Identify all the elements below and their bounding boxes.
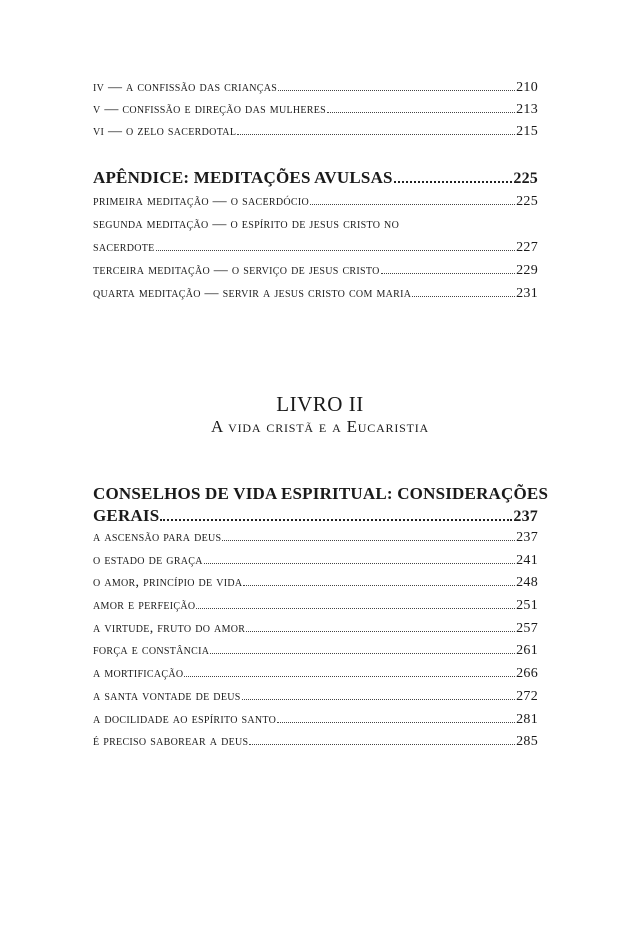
toc-entry-page: 248 [516,575,538,591]
toc-entry-page: 281 [516,711,538,727]
dot-leader [204,562,515,564]
toc-entry-page: 215 [516,124,538,139]
section-heading-page: 225 [513,170,538,187]
section-heading-title: APÊNDICE: MEDITAÇÕES AVULSAS [93,168,393,187]
toc-entry-title: segunda meditação — o espírito de jesus cristo no [93,217,400,232]
toc-entry-title: vi — o zelo sacerdotal [93,124,237,139]
toc-entry-page: 272 [516,688,538,704]
book-title: LIVRO II [276,392,364,416]
toc-entry[interactable] [93,689,538,712]
appendix-heading[interactable] [93,168,538,194]
toc-entry-page: 241 [516,552,538,568]
toc-entry[interactable] [93,621,538,644]
toc-entry[interactable] [93,194,538,217]
section-heading-page: 237 [513,508,538,525]
dot-leader [184,675,515,677]
toc-entry-title: quarta meditação — servir a jesus cristo com maria [93,286,412,301]
toc-entry-page: 266 [516,666,538,682]
toc-entry[interactable] [93,734,538,757]
dot-leader [222,539,515,541]
dot-leader [246,630,515,632]
toc-entry-title: a virtude, fruto do amor [93,620,246,636]
toc-entry[interactable] [93,553,538,576]
toc-section-counsels [93,484,549,757]
toc-entry[interactable] [93,124,538,146]
toc-entry-title: terceira meditação — o serviço de jesus cristo [93,263,380,278]
toc-entry-page: 261 [516,643,538,659]
toc-entry-page: 229 [516,263,538,278]
toc-entry-title: v — confissão e direção das mulheres [93,102,327,117]
toc-entry[interactable] [93,263,538,286]
toc-entry-page: 251 [516,598,538,614]
toc-entry-page: 210 [516,80,538,95]
toc-entry-wrapped[interactable] [93,217,538,240]
toc-entry[interactable] [93,643,538,666]
toc-entry[interactable] [93,666,538,689]
toc-entry-title: o estado de graça [93,552,203,568]
section-heading-title-cont: GERAIS [93,506,160,525]
dot-leader [277,721,515,723]
dot-leader [243,584,515,586]
dot-leader [249,743,515,745]
toc-entry[interactable] [93,598,538,621]
toc-entry-page: 213 [516,102,538,117]
toc-entry-title: força e constância [93,643,210,659]
toc-entry-title: a docilidade ao espírito santo [93,711,277,727]
toc-entry[interactable] [93,712,538,735]
toc-entry-title: primeira meditação — o sacerdócio [93,194,309,209]
toc-entry-title: a ascensão para deus [93,530,222,545]
toc-entry-title: é preciso saborear a deus [93,734,249,750]
dot-leader [210,652,515,654]
dot-leader [242,698,515,700]
dot-leader [156,249,516,251]
dot-leader [278,89,515,91]
toc-entry[interactable] [93,530,538,553]
book-heading [0,392,640,437]
dot-leader [237,133,515,135]
toc-entry-page: 227 [516,240,538,255]
book-subtitle: A vida cristã e a Eucaristia [210,417,430,436]
dot-leader [394,180,513,183]
toc-entry-page: 285 [516,734,538,750]
toc-entry-title: a santa vontade de deus [93,688,241,704]
toc-entry-title: a mortificação [93,666,184,682]
toc-entry-title: o amor, princípio de vida [93,575,243,591]
toc-entry[interactable] [93,240,538,263]
dot-leader [381,272,515,274]
dot-leader [310,203,515,205]
toc-entry-page: 231 [516,286,538,301]
toc-section-appendix [93,168,538,309]
toc-entry[interactable] [93,575,538,598]
toc-entry[interactable] [93,80,538,102]
toc-entry[interactable] [93,102,538,124]
toc-entry-title: sacerdote [93,240,155,255]
toc-entry-page: 225 [516,194,538,209]
toc-entry-title: amor e perfeição [93,598,196,614]
toc-entry-page: 237 [516,530,538,545]
counsels-heading[interactable] [93,506,538,530]
section-heading-title: CONSELHOS DE VIDA ESPIRITUAL: CONSIDERAÇÕES [93,484,549,503]
toc-entry-title: iv — a confissão das crianças [93,80,278,95]
dot-leader [160,518,512,521]
toc-entry-page: 257 [516,620,538,636]
toc-section-confession [93,80,538,146]
dot-leader [412,295,515,297]
dot-leader [327,111,515,113]
toc-entry[interactable] [93,286,538,309]
dot-leader [196,607,515,609]
